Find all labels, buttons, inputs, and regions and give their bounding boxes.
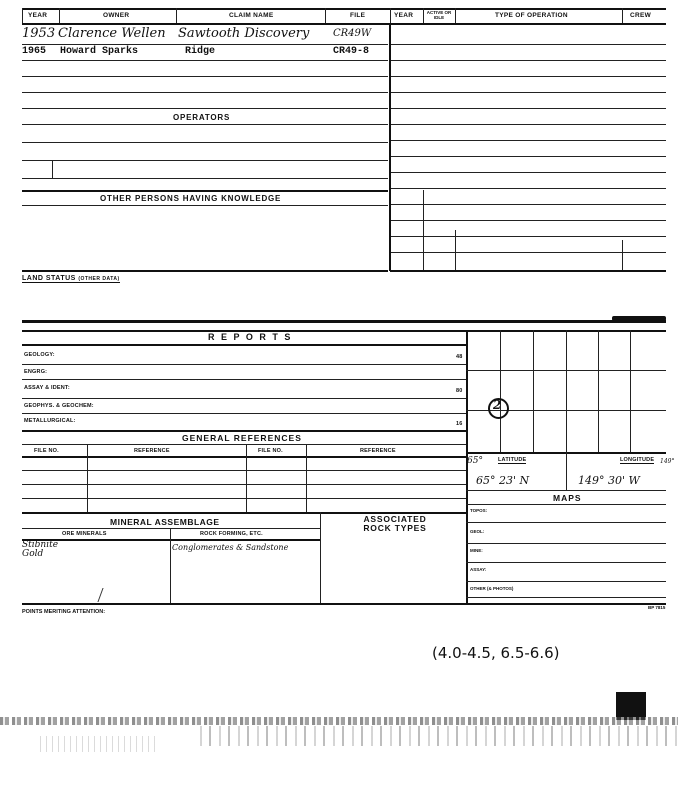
header-file: FILE bbox=[350, 12, 366, 19]
row1-owner: Clarence Wellen bbox=[58, 26, 166, 41]
scan-noise-band bbox=[0, 717, 678, 725]
maps-mine: MINE: bbox=[470, 548, 483, 553]
gr-col-file-no: FILE NO. bbox=[34, 448, 59, 454]
gr-col-reference-2: REFERENCE bbox=[360, 448, 396, 454]
report-geology-num: 48 bbox=[456, 354, 463, 360]
scan-noise-band-2 bbox=[200, 726, 678, 746]
associated-rock-types-title: ASSOCIATED ROCK TYPES bbox=[363, 514, 427, 533]
header-year: YEAR bbox=[28, 12, 48, 19]
row1-year: 1953 bbox=[22, 26, 56, 41]
grid-mark: 2 bbox=[493, 398, 502, 412]
points-meriting-attention-label: POINTS MERITING ATTENTION: bbox=[22, 609, 106, 615]
header-active-or-idle: ACTIVE OR IDLE bbox=[426, 10, 452, 20]
maps-other: OTHER (& PHOTOS) bbox=[470, 586, 514, 591]
maps-topos: TOPOS: bbox=[470, 508, 488, 513]
maps-assay: ASSAY: bbox=[470, 567, 487, 572]
report-metallurgical: METALLURGICAL: bbox=[24, 418, 76, 424]
longitude-value: 149° 30' W bbox=[578, 474, 640, 487]
scan-black-square bbox=[616, 692, 646, 720]
latitude-label: LATITUDE bbox=[498, 457, 527, 463]
longitude-label: LONGITUDE bbox=[620, 457, 655, 463]
header-year-2: YEAR bbox=[394, 12, 414, 19]
ore-minerals-label: ORE MINERALS bbox=[62, 531, 107, 537]
report-engrg: ENGRG: bbox=[24, 369, 48, 375]
land-status-smudge bbox=[612, 316, 666, 321]
land-status-label: LAND STATUS (OTHER DATA) bbox=[22, 275, 120, 282]
row2-year: 1965 bbox=[22, 46, 47, 57]
other-persons-label: OTHER PERSONS HAVING KNOWLEDGE bbox=[100, 194, 282, 203]
rock-forming-label: ROCK FORMING, ETC. bbox=[200, 531, 263, 537]
handwritten-coordinates-note: (4.0-4.5, 6.5-6.6) bbox=[432, 644, 560, 662]
row1-file: CR49W bbox=[333, 28, 372, 39]
form-number: BP 7815 bbox=[648, 605, 666, 610]
row2-file: CR49-8 bbox=[333, 46, 370, 57]
general-references-title: GENERAL REFERENCES bbox=[182, 433, 302, 443]
pen-stroke bbox=[97, 588, 111, 602]
row2-claim: Ridge bbox=[185, 46, 216, 57]
lon-suffix: 149° bbox=[660, 458, 675, 465]
report-assay-num: 80 bbox=[456, 388, 463, 394]
ore-minerals-value: Stibnite Gold bbox=[22, 540, 59, 559]
land-status-rule bbox=[22, 320, 666, 323]
report-metallurgical-num: 16 bbox=[456, 421, 463, 427]
report-geology: GEOLOGY: bbox=[24, 352, 55, 358]
header-type-of-operation: TYPE OF OPERATION bbox=[495, 12, 568, 19]
maps-geol: GEOL: bbox=[470, 529, 485, 534]
report-geophys: GEOPHYS. & GEOCHEM: bbox=[24, 403, 94, 409]
row1-claim: Sawtooth Discovery bbox=[178, 26, 310, 41]
header-claim-name: CLAIM NAME bbox=[229, 12, 274, 19]
scan-noise-band-3 bbox=[40, 736, 160, 752]
gr-col-file-no-2: FILE NO. bbox=[258, 448, 283, 454]
row2-owner: Howard Sparks bbox=[60, 46, 139, 57]
header-crew: CREW bbox=[630, 12, 652, 19]
mineral-assemblage-title: MINERAL ASSEMBLAGE bbox=[110, 517, 220, 527]
latitude-value: 65° 23' N bbox=[476, 474, 530, 487]
maps-title: MAPS bbox=[553, 493, 582, 503]
operators-label: OPERATORS bbox=[173, 113, 231, 122]
rock-forming-value: Conglomerates & Sandstone bbox=[172, 543, 289, 552]
land-status-sub: (OTHER DATA) bbox=[78, 276, 120, 282]
reports-title: R E P O R T S bbox=[208, 332, 293, 342]
report-assay: ASSAY & IDENT: bbox=[24, 385, 70, 391]
lat-prefix: 65° bbox=[467, 456, 483, 466]
gr-col-reference: REFERENCE bbox=[134, 448, 170, 454]
header-owner: OWNER bbox=[103, 12, 130, 19]
